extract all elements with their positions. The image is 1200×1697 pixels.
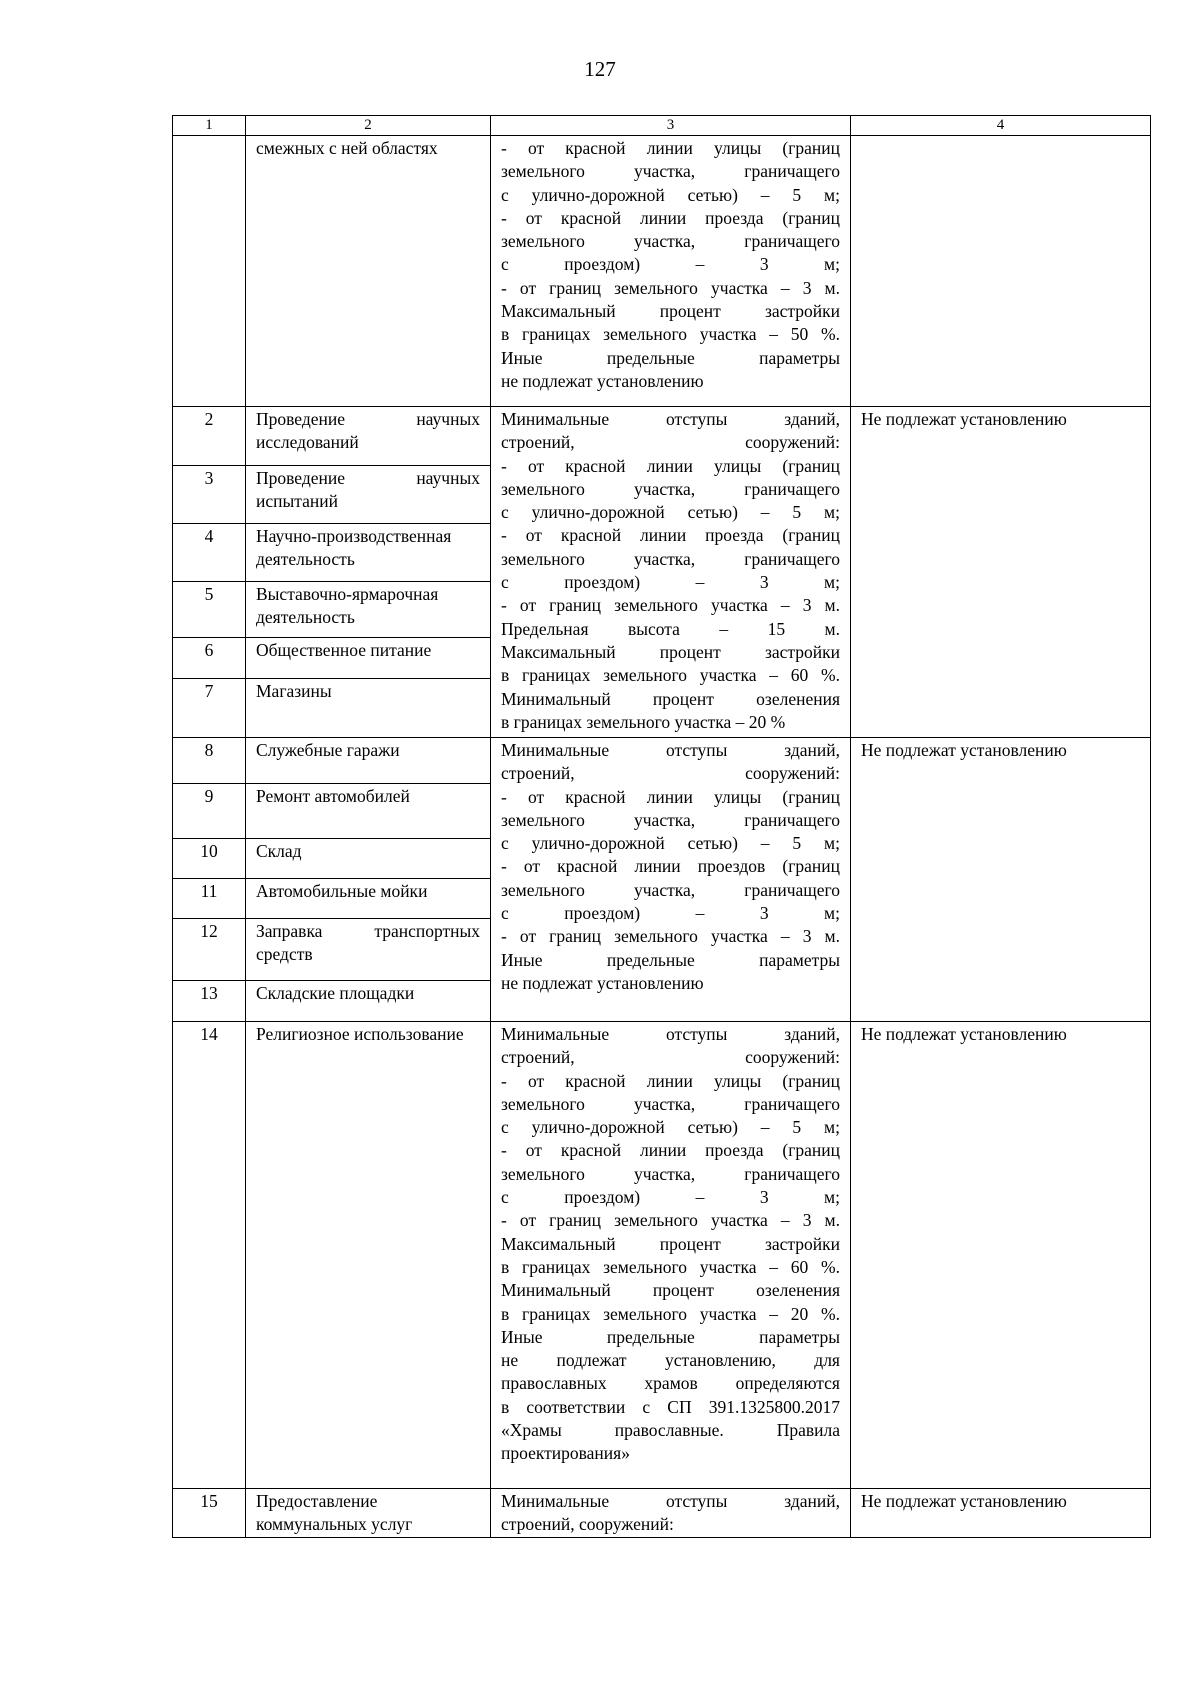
row-number: 3 <box>173 466 246 524</box>
restrictions-cell <box>851 136 1151 407</box>
restrictions-cell: Не подлежат установлению <box>851 407 1151 738</box>
parameters-text <box>501 739 840 995</box>
text-line: строений, сооружений: <box>501 1047 840 1068</box>
use-name: Служебные гаражи <box>246 738 491 784</box>
row-number: 7 <box>173 679 246 738</box>
text-line: Иные предельные параметры <box>501 949 840 970</box>
text-line: земельного участка, граничащего <box>501 879 840 900</box>
table-row <box>173 136 1151 407</box>
text-line: - от красной линии улицы (границ <box>501 786 840 807</box>
parameters-text <box>501 137 840 393</box>
table-row <box>173 407 1151 466</box>
text-line: земельного участка, граничащего <box>501 1163 840 1184</box>
row-number: 12 <box>173 919 246 981</box>
text-line: Максимальный процент застройки <box>501 641 840 662</box>
table-row <box>173 1489 1151 1538</box>
text-line: - от красной линии проезда (границ <box>501 525 840 546</box>
regulations-table <box>172 115 1151 1538</box>
table-row <box>173 738 1151 784</box>
text-line: Минимальный процент озеленения <box>501 688 840 709</box>
text-line: с проездом) – 3 м; <box>501 254 840 275</box>
text-line: не подлежат установлению <box>501 972 704 993</box>
text-line: - от красной линии улицы (границ <box>501 455 840 476</box>
row-number: 13 <box>173 981 246 1022</box>
use-name: Общественное питание <box>246 638 491 679</box>
restrictions-cell: Не подлежат установлению <box>851 1489 1151 1538</box>
parameters-cell <box>491 407 851 738</box>
use-name: Склад <box>246 839 491 879</box>
row-number: 2 <box>173 407 246 466</box>
text-line: «Храмы православные. Правила <box>501 1420 840 1441</box>
text-line: земельного участка, граничащего <box>501 1093 840 1114</box>
use-name: Проведение научных испытаний <box>246 466 491 524</box>
use-name: Проведение научных исследований <box>246 407 491 466</box>
text-line: православных храмов определяются <box>501 1373 840 1394</box>
parameters-cell <box>491 136 851 407</box>
text-line: - от красной линии улицы (границ <box>501 138 840 158</box>
use-name: Автомобильные мойки <box>246 879 491 919</box>
text-line: Минимальный процент озеленения <box>501 1280 840 1301</box>
row-number: 15 <box>173 1489 246 1538</box>
text-line: не подлежат установлению, для <box>501 1350 840 1371</box>
text-line: - от границ земельного участка – 3 м. <box>501 1210 840 1231</box>
row-number: 14 <box>173 1022 246 1489</box>
text-line: Иные предельные параметры <box>501 347 840 368</box>
use-name: Заправка транспортных средств <box>246 919 491 981</box>
use-name-cell: смежных с ней областях <box>246 136 491 407</box>
header-col-3: 3 <box>491 116 851 136</box>
text-line: Предельная высота – 15 м. <box>501 618 840 639</box>
text-line: земельного участка, граничащего <box>501 548 840 569</box>
text-line: Минимальные отступы зданий, <box>501 1024 840 1044</box>
text-line: Иные предельные параметры <box>501 1326 840 1347</box>
use-name: Религиозное использование <box>246 1022 491 1489</box>
header-col-1: 1 <box>173 116 246 136</box>
text-line: - от красной линии проезда (границ <box>501 207 840 228</box>
text-line: Минимальные отступы зданий, <box>501 1491 840 1511</box>
text-line: Минимальные отступы зданий, <box>501 409 840 429</box>
row-number: 10 <box>173 839 246 879</box>
text-line: - от границ земельного участка – 3 м. <box>501 277 840 298</box>
text-line: Максимальный процент застройки <box>501 301 840 322</box>
row-number: 4 <box>173 524 246 582</box>
text-line: - от красной линии проездов (границ <box>501 856 840 877</box>
restrictions-cell: Не подлежат установлению <box>851 1022 1151 1489</box>
text-line: земельного участка, граничащего <box>501 478 840 499</box>
parameters-text <box>501 1023 840 1466</box>
row-number: 5 <box>173 582 246 638</box>
parameters-text <box>501 1490 840 1537</box>
text-line: с улично-дорожной сетью) – 5 м; <box>501 833 840 854</box>
use-name: Магазины <box>246 679 491 738</box>
row-number-cell <box>173 136 246 407</box>
text-line: - от красной линии проезда (границ <box>501 1140 840 1161</box>
header-col-4: 4 <box>851 116 1151 136</box>
text-line: в границах земельного участка – 50 %. <box>501 324 840 345</box>
text-line: с улично-дорожной сетью) – 5 м; <box>501 184 840 205</box>
restrictions-cell: Не подлежат установлению <box>851 738 1151 1022</box>
text-line: земельного участка, граничащего <box>501 809 840 830</box>
text-line: не подлежат установлению <box>501 370 704 391</box>
use-name: Научно-производственная деятельность <box>246 524 491 582</box>
page-number: 127 <box>584 57 616 81</box>
text-line: с проездом) – 3 м; <box>501 903 840 924</box>
text-line: земельного участка, граничащего <box>501 231 840 252</box>
text-line: в границах земельного участка – 20 %. <box>501 1303 840 1324</box>
text-line: с проездом) – 3 м; <box>501 1187 840 1208</box>
header-row <box>173 116 1151 136</box>
use-name: Выставочно-ярмарочная деятельность <box>246 582 491 638</box>
text-line: в границах земельного участка – 60 %. <box>501 665 840 686</box>
text-line: - от красной линии улицы (границ <box>501 1070 840 1091</box>
text-line: с проездом) – 3 м; <box>501 572 840 593</box>
text-line: Минимальные отступы зданий, <box>501 740 840 760</box>
row-number: 11 <box>173 879 246 919</box>
text-line: в соответствии с СП 391.1325800.2017 <box>501 1396 840 1417</box>
row-number: 6 <box>173 638 246 679</box>
header-col-2: 2 <box>246 116 491 136</box>
parameters-cell <box>491 1022 851 1489</box>
text-line: в границах земельного участка – 20 % <box>501 711 786 732</box>
text-line: Максимальный процент застройки <box>501 1233 840 1254</box>
text-line: - от границ земельного участка – 3 м. <box>501 595 840 616</box>
use-name: Складские площадки <box>246 981 491 1022</box>
row-number: 8 <box>173 738 246 784</box>
text-line: - от границ земельного участка – 3 м. <box>501 926 840 947</box>
use-name: Ремонт автомобилей <box>246 784 491 839</box>
use-name: Предоставление коммунальных услуг <box>246 1489 491 1538</box>
text-line: строений, сооружений: <box>501 763 840 784</box>
parameters-cell <box>491 1489 851 1538</box>
text-line: земельного участка, граничащего <box>501 161 840 182</box>
text-line: с улично-дорожной сетью) – 5 м; <box>501 502 840 523</box>
text-line: в границах земельного участка – 60 %. <box>501 1256 840 1277</box>
text-line: проектирования» <box>501 1443 630 1464</box>
parameters-text <box>501 408 840 734</box>
text-line: с улично-дорожной сетью) – 5 м; <box>501 1117 840 1138</box>
parameters-cell <box>491 738 851 1022</box>
text-line: строений, сооружений: <box>501 432 840 453</box>
row-number: 9 <box>173 784 246 839</box>
text-line: строений, сооружений: <box>501 1514 674 1535</box>
table-row <box>173 1022 1151 1489</box>
